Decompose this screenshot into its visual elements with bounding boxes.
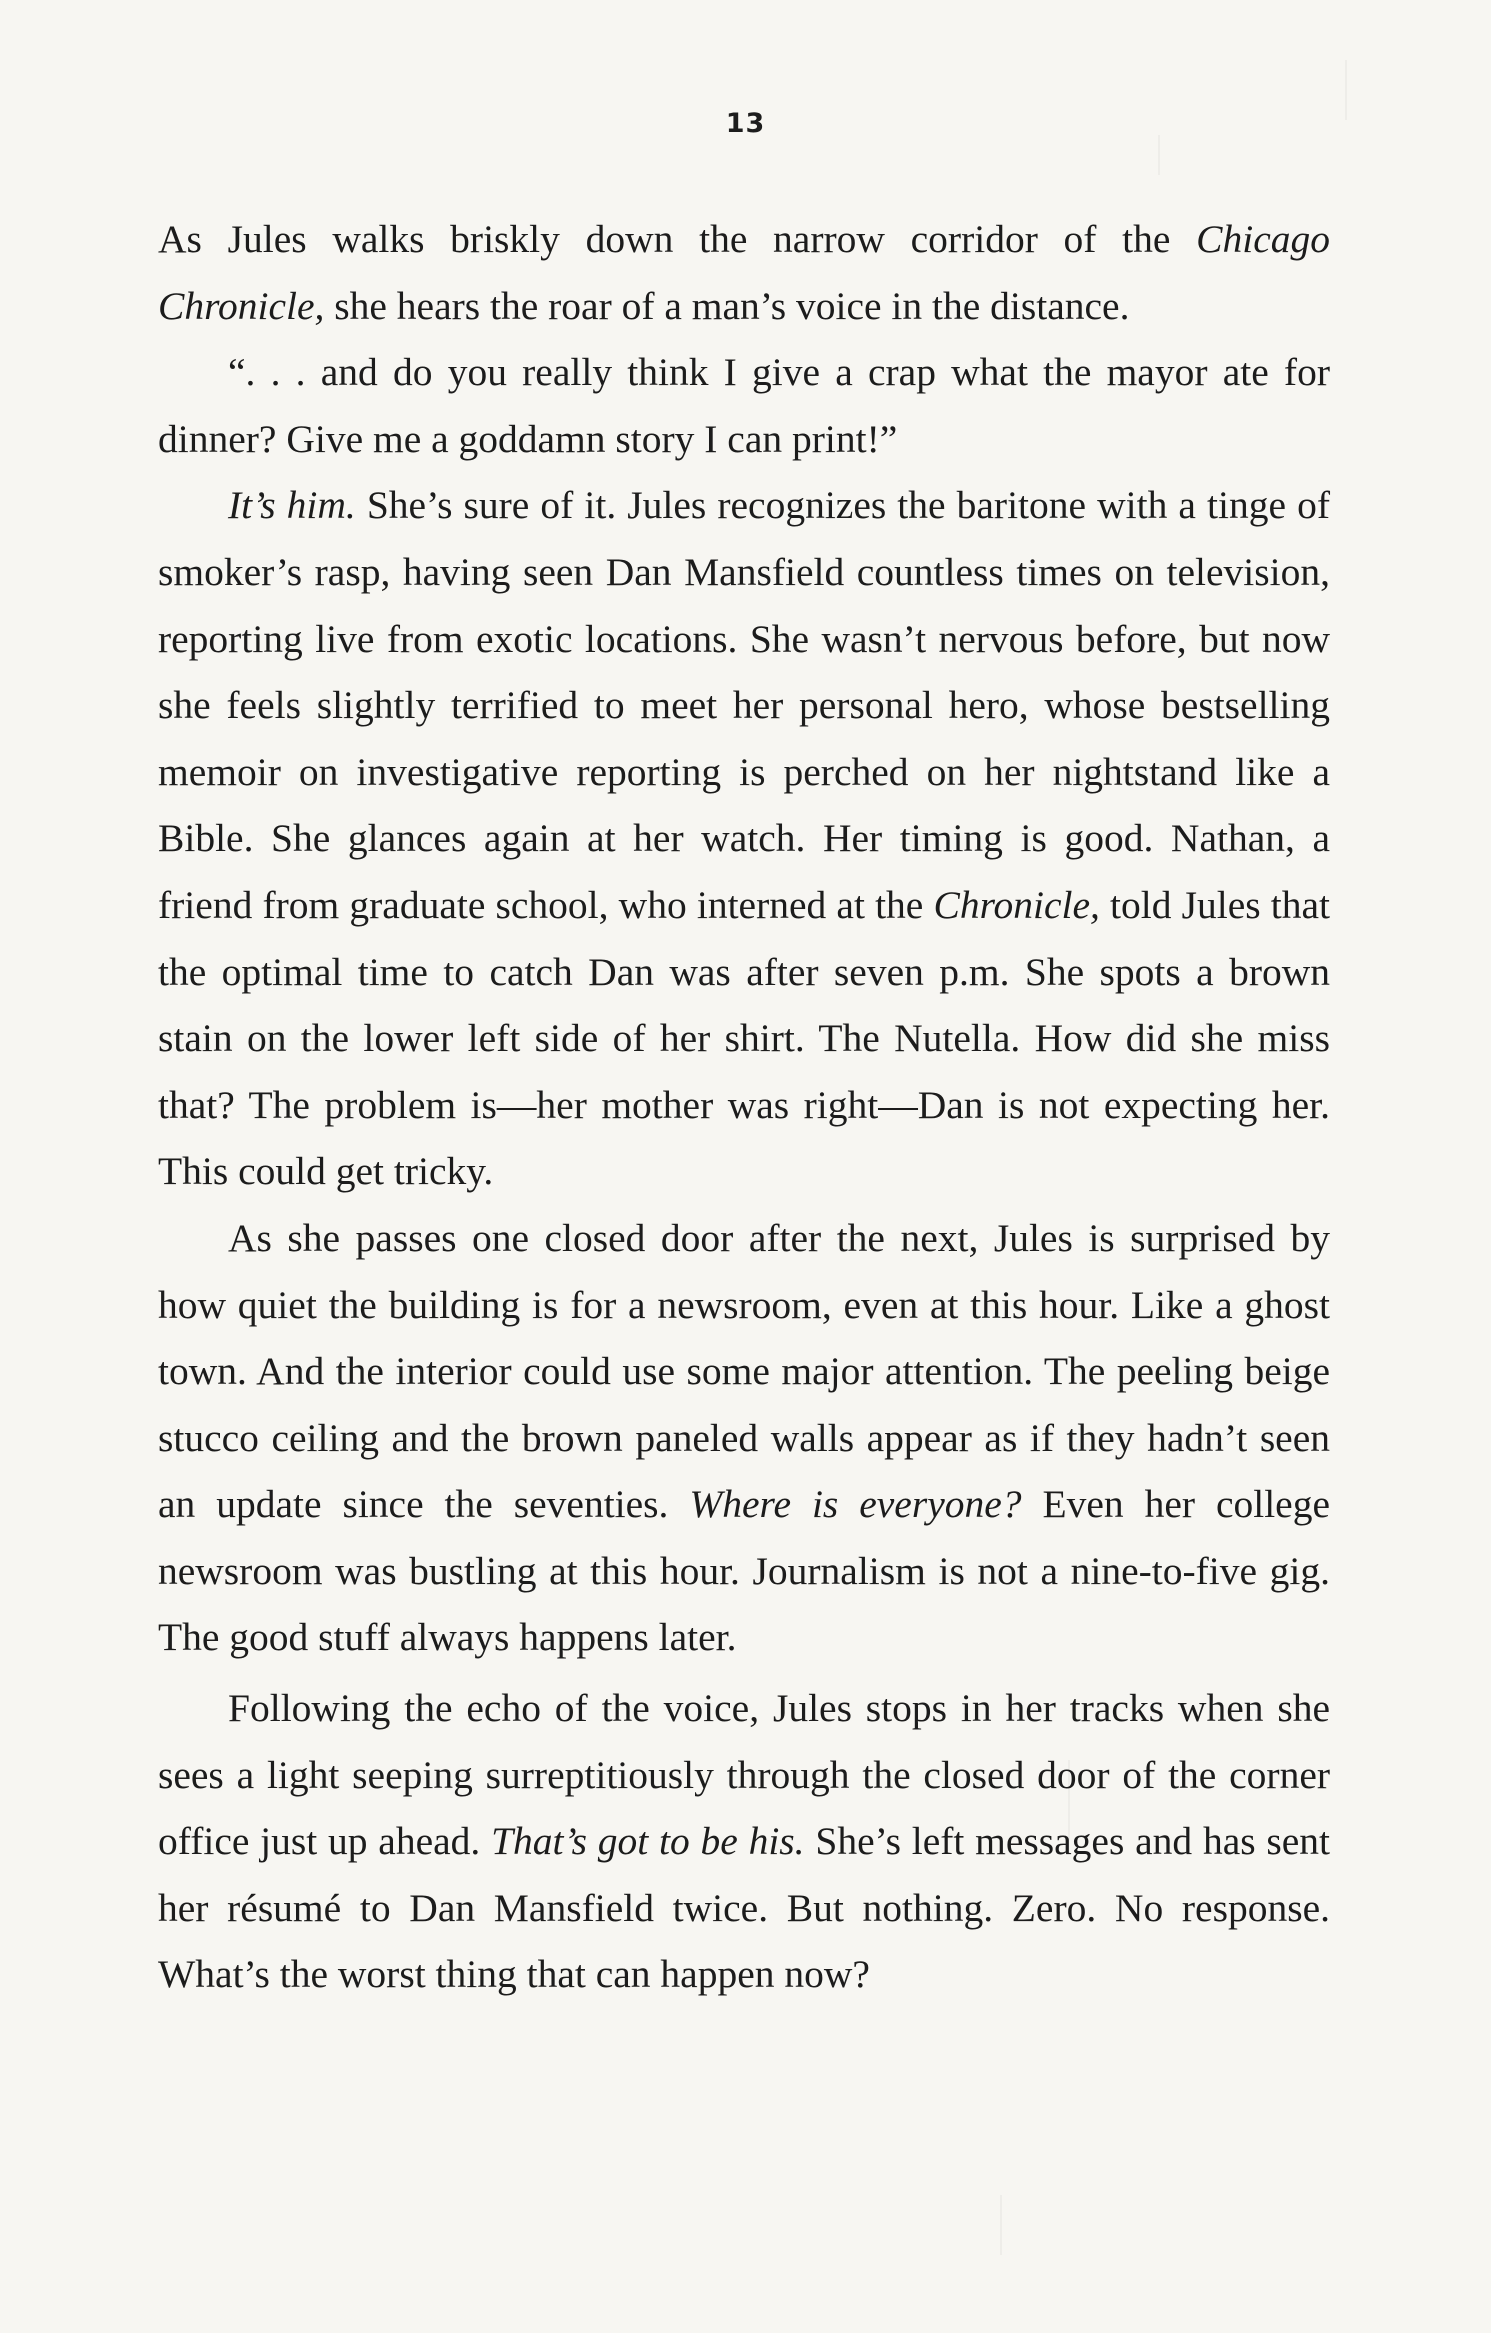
show-through-mark: [1158, 135, 1160, 175]
text-run: “. . . and do you really think I give a crap what the mayor ate for dinner? Give me a goddamn story I can print!”: [158, 350, 1330, 461]
text-run: As Jules walks briskly down the narrow corridor of the: [158, 217, 1197, 261]
paragraph: [158, 206, 1330, 339]
paragraph: [158, 472, 1330, 1205]
italic-text-run: Chicago Chronicle,: [158, 217, 1330, 328]
paragraph: [158, 339, 1330, 472]
show-through-mark: [1000, 2195, 1002, 2255]
text-run: She’s sure of it. Jules recognizes the baritone with a tinge of smoker’s rasp, having seen Dan Mansfield countless times on television, reporting live from exotic locations. She wasn’t nervous before, but now she feels slightly terrified to meet her personal hero, whose bestselling memoir on investigative reporting is perched on her nightstand like a Bible. She glances again at her watch. Her timing is good. Nathan, a friend from graduate school, who interned at the: [158, 483, 1330, 927]
text-run: As she passes one closed door after the next, Jules is surprised by how quiet the building is for a newsroom, even at this hour. Like a ghost town. And the interior could use some major attention. The peeling beige stucco ceiling and the brown paneled walls appear as if they hadn’t seen an update since the seventies.: [158, 1215, 1330, 1527]
body-text: [158, 206, 1330, 2008]
paragraph: [158, 1205, 1330, 1671]
italic-text-run: Where is everyone?: [689, 1482, 1022, 1527]
italic-text-run: That’s got to be his.: [491, 1819, 805, 1864]
paragraph: [158, 1675, 1330, 2008]
text-run: Even her college newsroom was bustling at this hour. Journalism is not a nine-to-five gig. The good stuff always happens later.: [158, 1482, 1330, 1660]
italic-text-run: It’s him.: [228, 483, 356, 528]
text-run: told Jules that the optimal time to catch Dan was after seven p.m. She spots a brown stain on the lower left side of her shirt. The Nutella. How did she miss that? The problem is—her mother was right—Dan is not expecting her. This could get tricky.: [158, 882, 1331, 1194]
page-number: 13: [725, 108, 766, 139]
text-run: she hears the roar of a man’s voice in the distance.: [324, 283, 1130, 328]
italic-text-run: Chronicle,: [933, 882, 1100, 927]
text-run: She’s left messages and has sent her résumé to Dan Mansfield twice. But nothing. Zero. No response. What’s the worst thing that can happen now?: [158, 1819, 1331, 1997]
text-run: Following the echo of the voice, Jules stops in her tracks when she sees a light seeping surreptitiously through the closed door of the corner office just up ahead.: [158, 1686, 1330, 1864]
